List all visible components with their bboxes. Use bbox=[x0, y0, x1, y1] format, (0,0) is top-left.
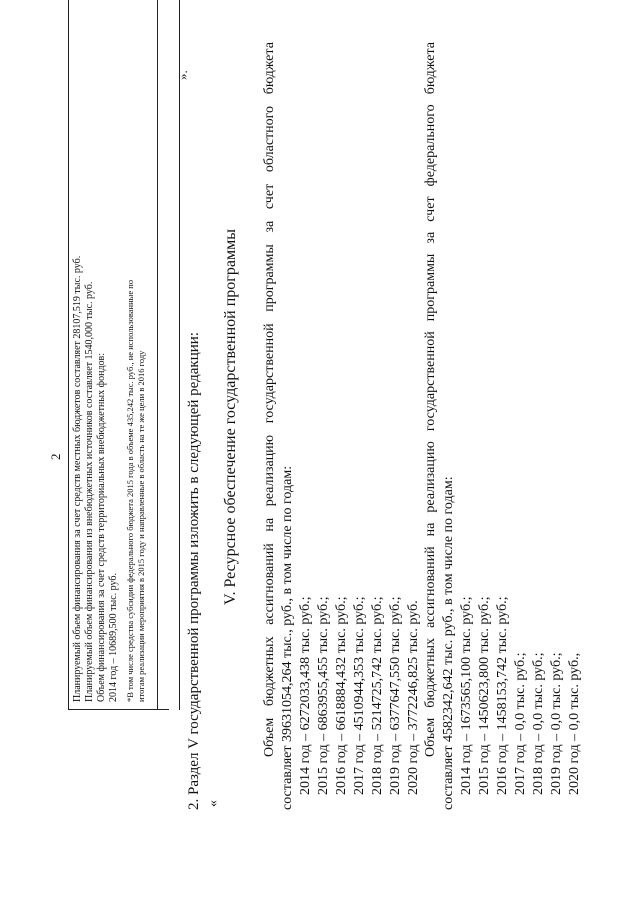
word: государственной bbox=[262, 323, 277, 424]
regional-year-2014: 2014 год – 6272033,438 тыс. руб.; bbox=[298, 596, 313, 795]
word: реализацию bbox=[423, 441, 438, 513]
table-footnote-rule bbox=[157, 0, 158, 710]
word: реализацию bbox=[262, 434, 277, 507]
word: счет bbox=[262, 183, 277, 210]
word: бюджета bbox=[262, 42, 277, 95]
word: государственной bbox=[423, 331, 438, 432]
word: на bbox=[423, 522, 438, 537]
word: программы bbox=[423, 253, 438, 322]
table-line-extrabudgetary: Планируемый объем финансирования из внебюджетных источников составляет 1540,000 тыс. руб. bbox=[84, 281, 95, 702]
federal-year-2019: 2019 год – 0,0 тыс. руб.; bbox=[549, 652, 564, 795]
word: ассигнований bbox=[423, 546, 438, 628]
word: областного bbox=[262, 105, 277, 173]
federal-year-2015: 2015 год – 1450623,800 тыс. руб.; bbox=[477, 596, 492, 795]
federal-year-2018: 2018 год – 0,0 тыс. руб.; bbox=[531, 652, 546, 795]
word: федерального bbox=[423, 104, 438, 187]
table-line-territorial-funds: Объем финансирования за счет средств территориальных внебюджетных фондов: bbox=[96, 352, 107, 702]
federal-total-line: составляет 4582342,642 тыс. руб., в том числе по годам: bbox=[441, 476, 456, 810]
word: ассигнований bbox=[262, 543, 277, 625]
federal-paragraph-first-line bbox=[423, 42, 439, 757]
opening-quote-mark: « bbox=[206, 800, 221, 807]
regional-year-2017: 2017 год – 4510944,353 тыс. руб.; bbox=[352, 596, 367, 795]
table-line-local-budgets: Планируемый объем финансирования за счет средств местных бюджетов составляет 28107,519 тыс. руб. bbox=[72, 255, 83, 702]
financing-table bbox=[68, 0, 180, 710]
federal-year-2014: 2014 год – 1673565,100 тыс. руб.; bbox=[459, 596, 474, 795]
regional-year-2018: 2018 год – 5214725,742 тыс. руб.; bbox=[370, 596, 385, 795]
section-intro: 2. Раздел V государственной программы изложить в следующей редакции: bbox=[186, 332, 202, 810]
page-number: 2 bbox=[48, 453, 63, 460]
word: за bbox=[423, 231, 438, 244]
federal-year-2020: 2020 год – 0,0 тыс. руб., bbox=[567, 652, 582, 795]
regional-year-2019: 2019 год – 6377647,550 тыс. руб.; bbox=[388, 596, 403, 795]
table-left-border bbox=[69, 709, 169, 710]
word: на bbox=[262, 517, 277, 532]
regional-year-2016: 2016 год – 6618884,432 тыс. руб.; bbox=[334, 596, 349, 795]
regional-total-line: составляет 39631054,264 тыс., руб., в том числе по годам: bbox=[280, 465, 295, 810]
word: бюджетных bbox=[423, 638, 438, 708]
table-line-2014: 2014 год – 10689,500 тыс. руб. bbox=[108, 572, 119, 702]
word: бюджетных bbox=[262, 636, 277, 707]
federal-year-2016: 2016 год – 1458153,742 тыс. руб.; bbox=[495, 596, 510, 795]
word: Объем bbox=[423, 717, 438, 757]
closing-quote-mark: ». bbox=[175, 70, 190, 80]
word: счет bbox=[423, 196, 438, 222]
regional-year-2015: 2015 год – 6863955,455 тыс. руб.; bbox=[316, 596, 331, 795]
table-footnote-line-1: *В том числе средства субсидии федерального бюджета 2015 года в объеме 435,242 тыс. руб., не использованные по bbox=[125, 279, 135, 702]
federal-year-2017: 2017 год – 0,0 тыс. руб.; bbox=[513, 652, 528, 795]
word: программы bbox=[262, 244, 277, 312]
word: за bbox=[262, 220, 277, 233]
section-heading: V. Ресурсное обеспечение государственной программы bbox=[222, 229, 239, 605]
table-footnote-line-2: итогам реализации мероприятия в 2015 году и направленные в область на те же цели в 2016 году bbox=[136, 350, 146, 702]
regional-paragraph-first-line bbox=[262, 42, 278, 757]
regional-year-2020: 2020 год – 3772246,825 тыс. руб. bbox=[406, 600, 421, 795]
word: бюджета bbox=[423, 42, 438, 95]
word: Объем bbox=[262, 717, 277, 757]
